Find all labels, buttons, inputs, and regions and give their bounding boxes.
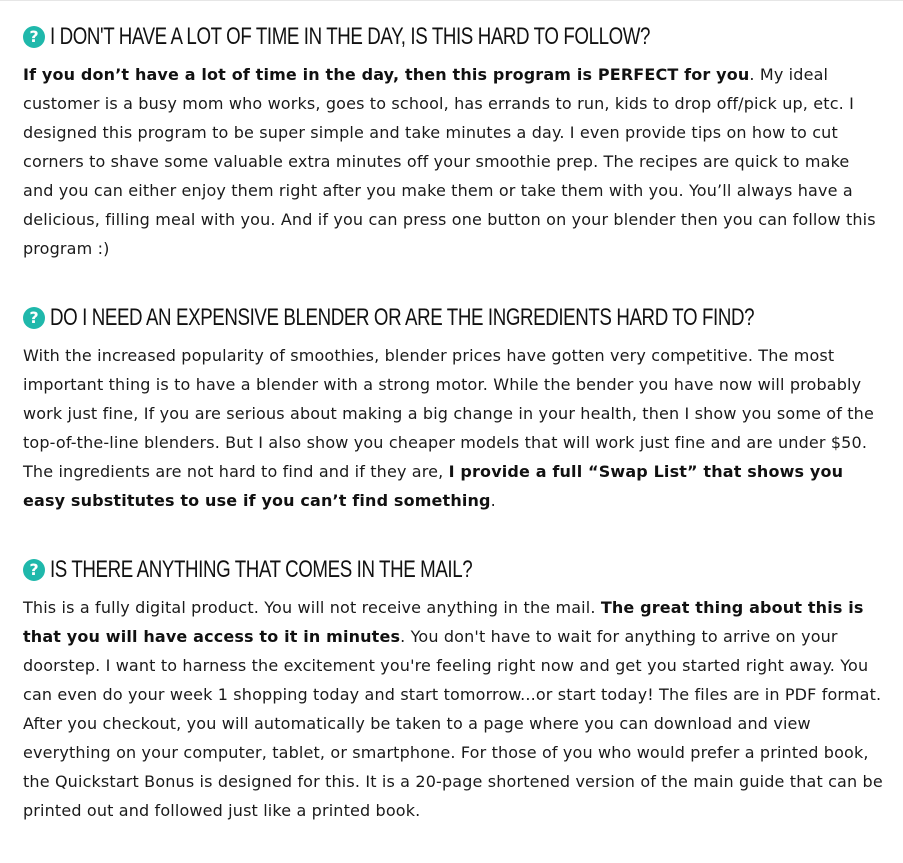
question-circle-icon: ? bbox=[23, 559, 45, 581]
faq-answer-text: This is a fully digital product. You will not receive anything in the mail. bbox=[23, 598, 601, 617]
faq-question-text: IS THERE ANYTHING THAT COMES IN THE MAIL? bbox=[50, 556, 473, 583]
faq-answer bbox=[23, 593, 883, 825]
faq-answer-highlight: I provide a full “Swap List” that shows you easy substitutes to use if you can’t find something bbox=[23, 462, 844, 510]
faq-answer-highlight: The great thing about this is that you will have access to it in minutes bbox=[23, 598, 864, 646]
faq-item-blender bbox=[23, 303, 883, 515]
faq-answer-highlight: If you don’t have a lot of time in the day, then this program is PERFECT for you bbox=[23, 65, 750, 84]
faq-answer-text: . My ideal customer is a busy mom who works, goes to school, has errands to run, kids to drop off/pick up, etc. I designed this program to be super simple and take minutes a day. I even provide tips on how to cut corners to shave some valuable extra minutes off your smoothie prep. The recipes are quick to make and you can either enjoy them right after you make them or take them with you. You’ll always have a delicious, filling meal with you. And if you can press one button on your blender then you can follow this program :) bbox=[23, 65, 876, 258]
faq-question-text: DO I NEED AN EXPENSIVE BLENDER OR ARE THE INGREDIENTS HARD TO FIND? bbox=[50, 304, 755, 331]
question-circle-icon: ? bbox=[23, 307, 45, 329]
faq-question-text: I DON'T HAVE A LOT OF TIME IN THE DAY, IS THIS HARD TO FOLLOW? bbox=[50, 23, 651, 50]
faq-answer-text: . You don't have to wait for anything to arrive on your doorstep. I want to harness the excitement you're feeling right now and get you started right away. You can even do your week 1 shopping today and start tomorrow...or start today! The files are in PDF format. After you checkout, you will automatically be taken to a page where you can download and view everything on your computer, tablet, or smartphone. For those of you who would prefer a printed book, the Quickstart Bonus is designed for this. It is a 20-page shortened version of the main guide that can be printed out and followed just like a printed book. bbox=[23, 627, 883, 820]
top-divider bbox=[0, 0, 903, 1]
faq-answer bbox=[23, 60, 883, 263]
faq-item-mail bbox=[23, 555, 883, 825]
faq-answer-text: . bbox=[490, 491, 496, 510]
question-circle-icon: ? bbox=[23, 26, 45, 48]
faq-question bbox=[23, 22, 883, 52]
faq-question bbox=[23, 555, 883, 585]
faq-answer-text: With the increased popularity of smoothies, blender prices have gotten very competitive. The most important thing is to have a blender with a strong motor. While the bender you have now will probably work just fine, If you are serious about making a big change in your health, then I show you some of the top-of-the-line blenders. But I also show you cheaper models that will work just fine and are under $50. The ingredients are not hard to find and if they are, bbox=[23, 346, 874, 481]
faq-item-time bbox=[23, 22, 883, 263]
faq-question bbox=[23, 303, 883, 333]
faq-answer bbox=[23, 341, 883, 515]
